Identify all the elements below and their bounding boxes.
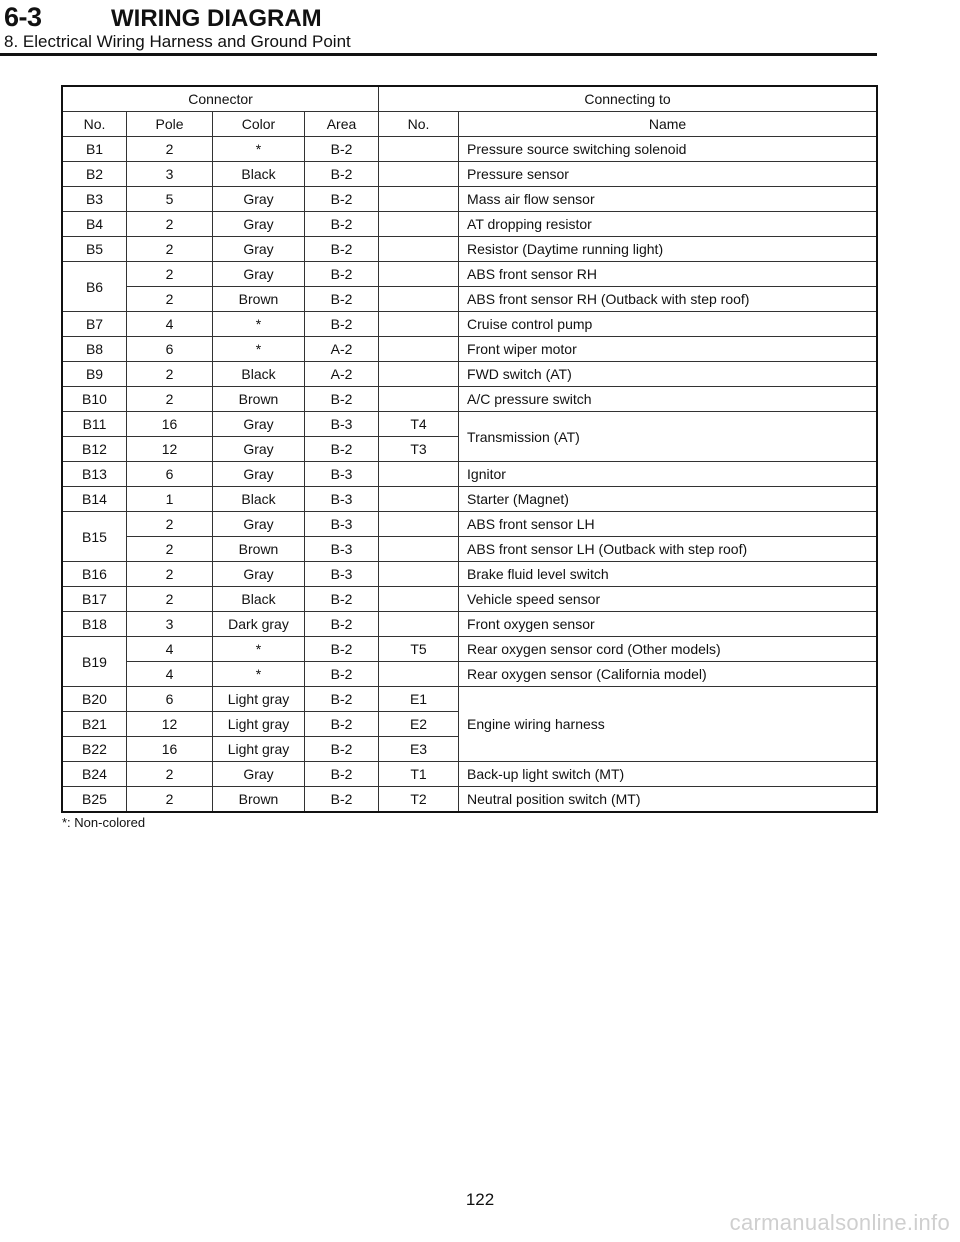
cell-no: B11	[63, 412, 127, 437]
cell-area: B-2	[305, 437, 379, 462]
cell-no: B21	[63, 712, 127, 737]
cell-to-no	[379, 162, 459, 187]
section-title: WIRING DIAGRAM	[111, 5, 322, 32]
cell-area: B-2	[305, 262, 379, 287]
cell-name: ABS front sensor RH (Outback with step roof)	[459, 287, 877, 312]
cell-name: Engine wiring harness	[459, 687, 877, 762]
col-header-color: Color	[213, 112, 305, 137]
table-row	[63, 637, 877, 662]
cell-no: B13	[63, 462, 127, 487]
table-row	[63, 387, 877, 412]
cell-area: A-2	[305, 337, 379, 362]
cell-name: A/C pressure switch	[459, 387, 877, 412]
cell-color: Brown	[213, 387, 305, 412]
cell-name: Cruise control pump	[459, 312, 877, 337]
cell-no: B8	[63, 337, 127, 362]
cell-no: B25	[63, 787, 127, 812]
cell-color: Brown	[213, 287, 305, 312]
cell-pole: 1	[127, 487, 213, 512]
cell-no: B9	[63, 362, 127, 387]
cell-color: Gray	[213, 237, 305, 262]
cell-pole: 2	[127, 137, 213, 162]
col-header-pole: Pole	[127, 112, 213, 137]
col-header-area: Area	[305, 112, 379, 137]
cell-name: Transmission (AT)	[459, 412, 877, 462]
cell-area: B-3	[305, 512, 379, 537]
cell-color: Gray	[213, 187, 305, 212]
connector-table	[62, 86, 877, 812]
cell-to-no	[379, 612, 459, 637]
cell-color: Black	[213, 162, 305, 187]
cell-area: B-3	[305, 462, 379, 487]
cell-color: Gray	[213, 462, 305, 487]
cell-to-no	[379, 237, 459, 262]
cell-name: ABS front sensor RH	[459, 262, 877, 287]
cell-area: B-2	[305, 712, 379, 737]
cell-color: Gray	[213, 412, 305, 437]
cell-to-no	[379, 312, 459, 337]
cell-area: B-2	[305, 687, 379, 712]
cell-color: *	[213, 312, 305, 337]
table-row	[63, 212, 877, 237]
cell-pole: 6	[127, 687, 213, 712]
cell-no: B20	[63, 687, 127, 712]
cell-to-no	[379, 212, 459, 237]
cell-pole: 2	[127, 787, 213, 812]
cell-area: B-2	[305, 237, 379, 262]
cell-pole: 2	[127, 537, 213, 562]
cell-color: Gray	[213, 262, 305, 287]
cell-to-no: E2	[379, 712, 459, 737]
cell-no: B5	[63, 237, 127, 262]
cell-pole: 4	[127, 312, 213, 337]
table-row	[63, 162, 877, 187]
cell-name: AT dropping resistor	[459, 212, 877, 237]
cell-to-no	[379, 387, 459, 412]
cell-name: Vehicle speed sensor	[459, 587, 877, 612]
cell-no: B4	[63, 212, 127, 237]
cell-color: Light gray	[213, 712, 305, 737]
cell-to-no	[379, 337, 459, 362]
cell-to-no	[379, 587, 459, 612]
cell-name: Front wiper motor	[459, 337, 877, 362]
cell-area: B-2	[305, 212, 379, 237]
cell-color: *	[213, 662, 305, 687]
cell-name: ABS front sensor LH (Outback with step roof)	[459, 537, 877, 562]
table-row	[63, 187, 877, 212]
cell-no: B18	[63, 612, 127, 637]
table-row	[63, 612, 877, 637]
cell-area: B-2	[305, 387, 379, 412]
table-row	[63, 312, 877, 337]
page-header	[0, 0, 960, 60]
watermark: carmanualsonline.info	[729, 1210, 950, 1235]
cell-name: Rear oxygen sensor (California model)	[459, 662, 877, 687]
cell-name: Pressure source switching solenoid	[459, 137, 877, 162]
cell-pole: 2	[127, 387, 213, 412]
cell-pole: 3	[127, 612, 213, 637]
cell-color: Dark gray	[213, 612, 305, 637]
cell-to-no	[379, 537, 459, 562]
connector-group-header: Connector	[63, 87, 379, 112]
cell-area: B-2	[305, 662, 379, 687]
footnote: *: Non-colored	[62, 815, 146, 830]
table-row	[63, 287, 877, 312]
cell-area: B-2	[305, 587, 379, 612]
table-row	[63, 362, 877, 387]
cell-area: B-2	[305, 287, 379, 312]
cell-name: Mass air flow sensor	[459, 187, 877, 212]
cell-color: Gray	[213, 212, 305, 237]
cell-color: Brown	[213, 787, 305, 812]
cell-name: Front oxygen sensor	[459, 612, 877, 637]
cell-no: B2	[63, 162, 127, 187]
cell-name: Neutral position switch (MT)	[459, 787, 877, 812]
column-header-row	[63, 112, 877, 137]
cell-pole: 16	[127, 737, 213, 762]
cell-pole: 2	[127, 212, 213, 237]
group-header-row	[63, 87, 877, 112]
cell-color: Light gray	[213, 687, 305, 712]
cell-area: B-2	[305, 187, 379, 212]
table-row	[63, 412, 877, 437]
cell-pole: 4	[127, 662, 213, 687]
cell-name: ABS front sensor LH	[459, 512, 877, 537]
cell-to-no	[379, 462, 459, 487]
cell-color: Black	[213, 587, 305, 612]
cell-to-no	[379, 362, 459, 387]
cell-to-no	[379, 487, 459, 512]
cell-area: B-2	[305, 312, 379, 337]
cell-color: Gray	[213, 512, 305, 537]
table-row	[63, 762, 877, 787]
cell-to-no: T1	[379, 762, 459, 787]
cell-pole: 2	[127, 237, 213, 262]
cell-name: Starter (Magnet)	[459, 487, 877, 512]
table-row	[63, 562, 877, 587]
cell-no: B24	[63, 762, 127, 787]
cell-to-no	[379, 262, 459, 287]
cell-area: B-2	[305, 612, 379, 637]
cell-to-no	[379, 662, 459, 687]
cell-no: B7	[63, 312, 127, 337]
table-row	[63, 662, 877, 687]
table-row	[63, 237, 877, 262]
cell-pole: 2	[127, 262, 213, 287]
cell-pole: 2	[127, 362, 213, 387]
cell-color: *	[213, 637, 305, 662]
col-header-to-no: No.	[379, 112, 459, 137]
cell-pole: 6	[127, 462, 213, 487]
cell-area: B-2	[305, 737, 379, 762]
table-row	[63, 137, 877, 162]
cell-color: Gray	[213, 762, 305, 787]
table-row	[63, 537, 877, 562]
cell-pole: 16	[127, 412, 213, 437]
cell-to-no: E1	[379, 687, 459, 712]
table-row	[63, 462, 877, 487]
table-row	[63, 512, 877, 537]
cell-area: B-3	[305, 537, 379, 562]
connecting-to-group-header: Connecting to	[379, 87, 877, 112]
cell-no: B10	[63, 387, 127, 412]
header-rule	[0, 53, 877, 56]
cell-color: Light gray	[213, 737, 305, 762]
cell-name: Pressure sensor	[459, 162, 877, 187]
cell-to-no: T5	[379, 637, 459, 662]
table-row	[63, 337, 877, 362]
cell-to-no	[379, 512, 459, 537]
col-header-no: No.	[63, 112, 127, 137]
cell-to-no: T3	[379, 437, 459, 462]
cell-to-no	[379, 187, 459, 212]
cell-name: Resistor (Daytime running light)	[459, 237, 877, 262]
cell-area: B-3	[305, 562, 379, 587]
cell-name: Ignitor	[459, 462, 877, 487]
cell-pole: 4	[127, 637, 213, 662]
cell-pole: 2	[127, 587, 213, 612]
cell-pole: 2	[127, 287, 213, 312]
cell-to-no: T4	[379, 412, 459, 437]
table-row	[63, 262, 877, 287]
cell-to-no	[379, 137, 459, 162]
cell-no: B19	[63, 637, 127, 687]
cell-color: Gray	[213, 437, 305, 462]
cell-name: Back-up light switch (MT)	[459, 762, 877, 787]
cell-area: B-2	[305, 787, 379, 812]
cell-no: B14	[63, 487, 127, 512]
cell-to-no	[379, 562, 459, 587]
cell-color: Black	[213, 487, 305, 512]
cell-color: Brown	[213, 537, 305, 562]
cell-no: B16	[63, 562, 127, 587]
cell-area: B-2	[305, 162, 379, 187]
cell-no: B6	[63, 262, 127, 312]
cell-no: B3	[63, 187, 127, 212]
cell-area: B-3	[305, 487, 379, 512]
cell-no: B12	[63, 437, 127, 462]
cell-no: B22	[63, 737, 127, 762]
cell-no: B17	[63, 587, 127, 612]
cell-pole: 12	[127, 437, 213, 462]
cell-pole: 6	[127, 337, 213, 362]
cell-pole: 12	[127, 712, 213, 737]
table-row	[63, 687, 877, 712]
section-number: 6-3	[4, 2, 42, 32]
table-row	[63, 587, 877, 612]
cell-color: Black	[213, 362, 305, 387]
table-row	[63, 787, 877, 812]
page-number: 122	[465, 1190, 495, 1209]
cell-color: *	[213, 337, 305, 362]
cell-area: A-2	[305, 362, 379, 387]
cell-area: B-2	[305, 637, 379, 662]
cell-area: B-2	[305, 137, 379, 162]
cell-color: *	[213, 137, 305, 162]
cell-pole: 2	[127, 762, 213, 787]
cell-name: Rear oxygen sensor cord (Other models)	[459, 637, 877, 662]
col-header-name: Name	[459, 112, 877, 137]
cell-to-no: T2	[379, 787, 459, 812]
cell-area: B-2	[305, 762, 379, 787]
cell-name: Brake fluid level switch	[459, 562, 877, 587]
cell-pole: 3	[127, 162, 213, 187]
cell-area: B-3	[305, 412, 379, 437]
cell-name: FWD switch (AT)	[459, 362, 877, 387]
section-subtitle: 8. Electrical Wiring Harness and Ground Point	[4, 32, 351, 51]
cell-pole: 5	[127, 187, 213, 212]
cell-pole: 2	[127, 512, 213, 537]
cell-no: B15	[63, 512, 127, 562]
cell-to-no	[379, 287, 459, 312]
cell-no: B1	[63, 137, 127, 162]
cell-color: Gray	[213, 562, 305, 587]
cell-pole: 2	[127, 562, 213, 587]
cell-to-no: E3	[379, 737, 459, 762]
table-row	[63, 487, 877, 512]
